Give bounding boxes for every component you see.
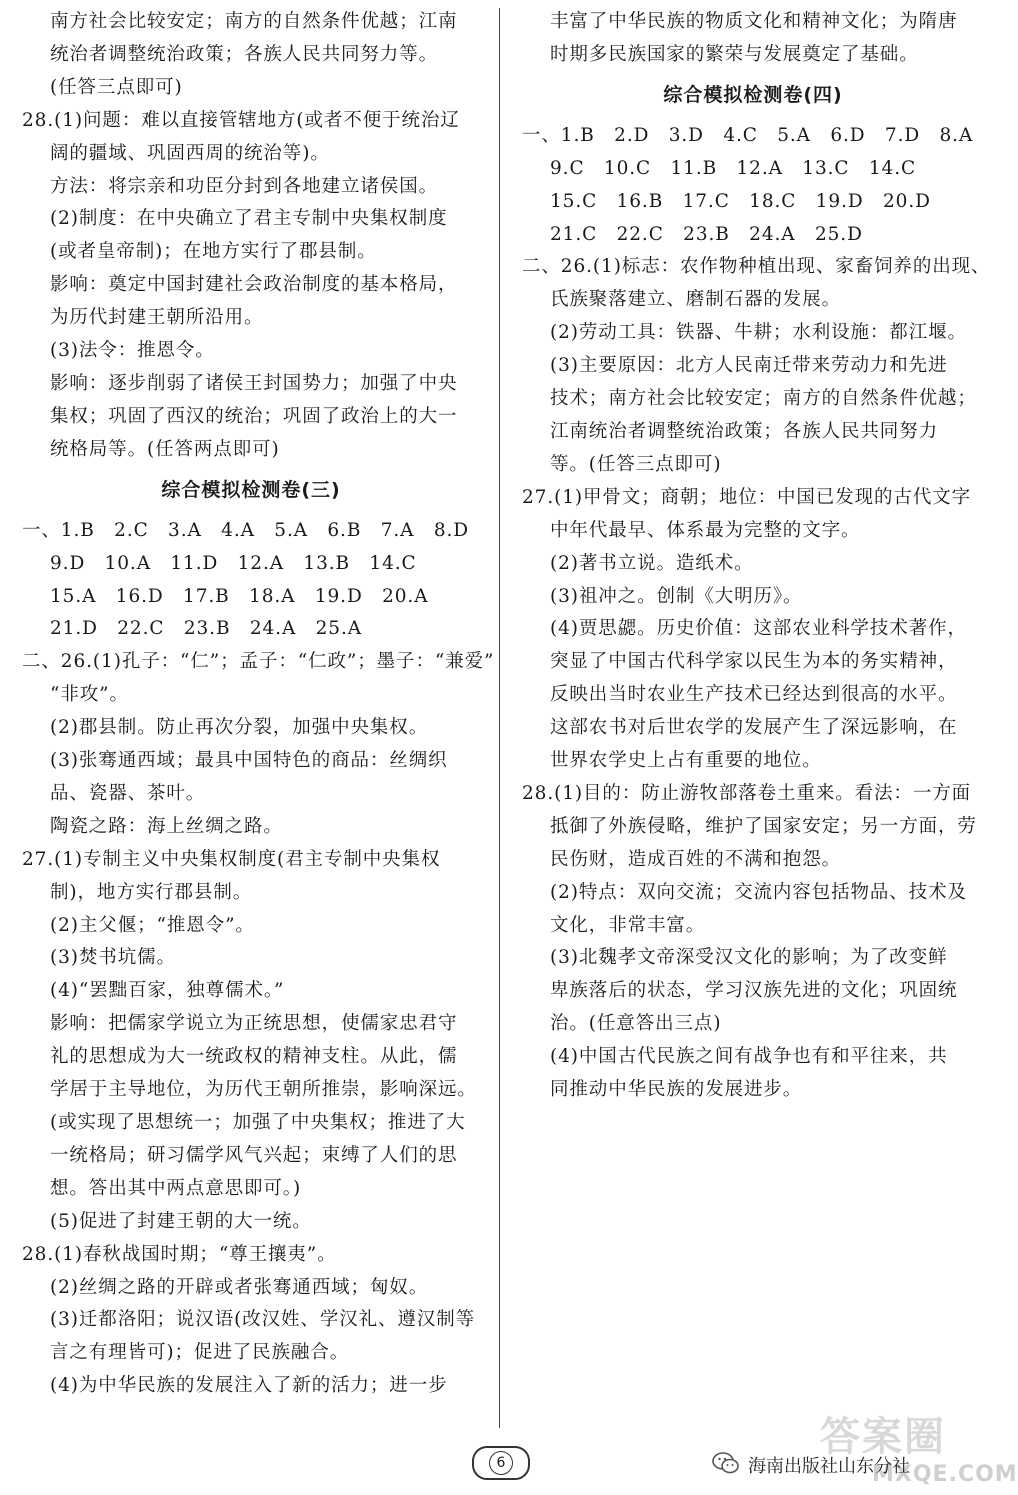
text-line: 礼的思想成为大一统政权的精神支柱。从此，儒 bbox=[50, 1046, 458, 1068]
text-line: (3)北魏孝文帝深受汉文化的影响；为了改变鲜 bbox=[550, 947, 948, 969]
text-line: (2)劳动工具：铁器、牛耕；水利设施：都江堰。 bbox=[550, 322, 967, 344]
text-line: 氏族聚落建立、磨制石器的发展。 bbox=[550, 289, 842, 311]
text-line: 世界农学史上占有重要的地位。 bbox=[550, 750, 822, 772]
text-line: (任答三点即可) bbox=[50, 76, 183, 98]
text-line: 技术；南方社会比较安定；南方的自然条件优越； bbox=[550, 388, 977, 410]
text-line: (2)著书立说。造纸术。 bbox=[550, 552, 754, 574]
text-line: (3)法令：推恩令。 bbox=[50, 340, 215, 362]
text-line: 陶瓷之路：海上丝绸之路。 bbox=[50, 815, 283, 837]
text-line: (2)丝绸之路的开辟或者张骞通西域；匈奴。 bbox=[50, 1276, 429, 1298]
text-line: 统治者调整统治政策；各族人民共同努力等。 bbox=[50, 43, 439, 65]
text-line: (或者皇帝制)；在地方实行了郡县制。 bbox=[50, 241, 377, 263]
text-line: (3)祖冲之。创制《大明历》。 bbox=[550, 585, 803, 607]
text-line: 等。(任答三点即可) bbox=[550, 453, 722, 475]
text-line: 21.C 22.C 23.B 24.A 25.D bbox=[550, 223, 863, 245]
text-line: 丰富了中华民族的物质文化和精神文化；为隋唐 bbox=[550, 11, 958, 32]
text-line: (3)焚书坑儒。 bbox=[50, 947, 176, 969]
text-line: (3)张骞通西域；最具中国特色的商品：丝绸织 bbox=[50, 750, 448, 772]
text-line: 制)，地方实行郡县制。 bbox=[50, 881, 253, 903]
text-line: 阔的疆域、巩固西周的统治等)。 bbox=[50, 142, 330, 164]
column-divider bbox=[499, 8, 500, 1428]
text-line: 想。答出其中两点意思即可。) bbox=[50, 1177, 302, 1199]
text-line: 9.D 10.A 11.D 12.A 13.B 14.C bbox=[50, 552, 417, 574]
text-line: 27.(1)专制主义中央集权制度(君主专制中央集权 bbox=[22, 848, 441, 870]
left-top-block bbox=[22, 6, 480, 467]
left-bottom-block bbox=[22, 515, 495, 1403]
text-line: 一统格局；研习儒学风气兴起；束缚了人们的思 bbox=[50, 1144, 458, 1166]
text-line: 一、1.B 2.C 3.A 4.A 5.A 6.B 7.A 8.D bbox=[22, 519, 470, 541]
text-line: 影响：奠定中国封建社会政治制度的基本格局， bbox=[50, 274, 458, 296]
text-line: (5)促进了封建王朝的大一统。 bbox=[50, 1210, 312, 1232]
watermark-url: MXQE.COM bbox=[872, 1462, 1018, 1487]
text-line: 为历代封建王朝所沿用。 bbox=[50, 307, 264, 329]
text-line: (2)制度：在中央确立了君主专制中央集权制度 bbox=[50, 208, 448, 230]
section-title-4: 综合模拟检测卷(四) bbox=[663, 83, 843, 106]
text-line: (4)贾思勰。历史价值：这部农业科学技术著作， bbox=[550, 618, 967, 640]
text-line: 15.A 16.D 17.B 18.A 19.D 20.A bbox=[50, 585, 429, 607]
text-line: (2)特点：双向交流；交流内容包括物品、技术及 bbox=[550, 881, 967, 903]
text-line: 卑族落后的状态，学习汉族先进的文化；巩固统 bbox=[550, 980, 958, 1002]
text-line: (3)迁都洛阳；说汉语(改汉姓、学汉礼、遵汉制等 bbox=[50, 1309, 476, 1331]
section-title-3: 综合模拟检测卷(三) bbox=[161, 478, 341, 501]
wechat-icon bbox=[712, 1451, 740, 1479]
watermark-logo: 答案圈 bbox=[820, 1414, 946, 1460]
text-line: 治。(任意答出三点) bbox=[550, 1013, 722, 1035]
text-line: 江南统治者调整统治政策；各族人民共同努力 bbox=[550, 420, 939, 442]
text-line: 反映出当时农业生产技术已经达到很高的水平。 bbox=[550, 684, 958, 706]
text-line: 抵御了外族侵略，维护了国家安定；另一方面，劳 bbox=[550, 815, 977, 837]
text-line: (2)主父偃；“推恩令”。 bbox=[50, 914, 255, 936]
text-line: (4)为中华民族的发展注入了新的活力；进一步 bbox=[50, 1375, 448, 1397]
text-line: 同推动中华民族的发展进步。 bbox=[550, 1079, 803, 1101]
right-top-block bbox=[522, 6, 984, 72]
text-line: 9.C 10.C 11.B 12.A 13.C 14.C bbox=[550, 157, 917, 179]
text-line: (2)郡县制。防止再次分裂，加强中央集权。 bbox=[50, 717, 429, 739]
right-bottom-block bbox=[522, 120, 991, 1107]
text-line: 21.D 22.C 23.B 24.A 25.A bbox=[50, 618, 363, 640]
text-line: 突显了中国古代科学家以民生为本的务实精神， bbox=[550, 651, 958, 673]
text-line: “非攻”。 bbox=[50, 684, 129, 706]
text-line: 28.(1)问题：难以直接管辖地方(或者不便于统治辽 bbox=[22, 109, 460, 131]
text-line: 方法：将宗亲和功臣分封到各地建立诸侯国。 bbox=[50, 175, 439, 197]
text-line: 民伤财，造成百姓的不满和抱怨。 bbox=[550, 848, 842, 870]
text-line: (3)主要原因：北方人民南迁带来劳动力和先进 bbox=[550, 355, 948, 377]
text-line: 影响：逐步削弱了诸侯王封国势力；加强了中央 bbox=[50, 372, 458, 394]
text-line: 言之有理皆可)；促进了民族融合。 bbox=[50, 1342, 350, 1364]
text-line: 二、26.(1)标志：农作物种植出现、家畜饲养的出现、 bbox=[522, 256, 991, 278]
wechat-account-name: 海南出版社山东分社 bbox=[748, 1456, 910, 1477]
page-number: 6 bbox=[489, 1451, 513, 1475]
text-line: 统格局等。(任答两点即可) bbox=[50, 438, 280, 460]
text-line: 品、瓷器、茶叶。 bbox=[50, 782, 206, 804]
text-line: 一、1.B 2.D 3.D 4.C 5.A 6.D 7.D 8.A bbox=[522, 124, 974, 146]
text-line: 集权；巩固了西汉的统治；巩固了政治上的大一 bbox=[50, 405, 458, 427]
page-number-badge bbox=[472, 1446, 530, 1480]
text-line: 南方社会比较安定；南方的自然条件优越；江南 bbox=[50, 11, 458, 32]
text-line: 中年代最早、体系最为完整的文字。 bbox=[550, 519, 861, 541]
text-line: (4)中国古代民族之间有战争也有和平往来，共 bbox=[550, 1046, 948, 1068]
text-line: 二、26.(1)孔子：“仁”；孟子：“仁政”；墨子：“兼爱” bbox=[22, 651, 495, 673]
text-line: 文化，非常丰富。 bbox=[550, 914, 706, 936]
wechat-credit bbox=[712, 1451, 910, 1479]
text-line: 影响：把儒家学说立为正统思想，使儒家忠君守 bbox=[50, 1013, 458, 1035]
text-line: 15.C 16.B 17.C 18.C 19.D 20.D bbox=[550, 190, 931, 212]
text-line: 这部农书对后世农学的发展产生了深远影响，在 bbox=[550, 717, 958, 739]
text-line: 时期多民族国家的繁荣与发展奠定了基础。 bbox=[550, 43, 919, 65]
text-line: 28.(1)春秋战国时期；“尊王攘夷”。 bbox=[22, 1243, 337, 1265]
text-line: 28.(1)目的：防止游牧部落卷土重来。看法：一方面 bbox=[522, 782, 972, 804]
left-column bbox=[22, 6, 495, 1403]
text-line: (或实现了思想统一；加强了中央集权；推进了大 bbox=[50, 1112, 466, 1133]
text-line: 27.(1)甲骨文；商朝；地位：中国已发现的古代文字 bbox=[522, 486, 972, 508]
text-line: (4)“罢黜百家，独尊儒术。” bbox=[50, 980, 285, 1002]
text-line: 学居于主导地位，为历代王朝所推崇，影响深远。 bbox=[50, 1079, 477, 1101]
right-column bbox=[522, 6, 991, 1107]
